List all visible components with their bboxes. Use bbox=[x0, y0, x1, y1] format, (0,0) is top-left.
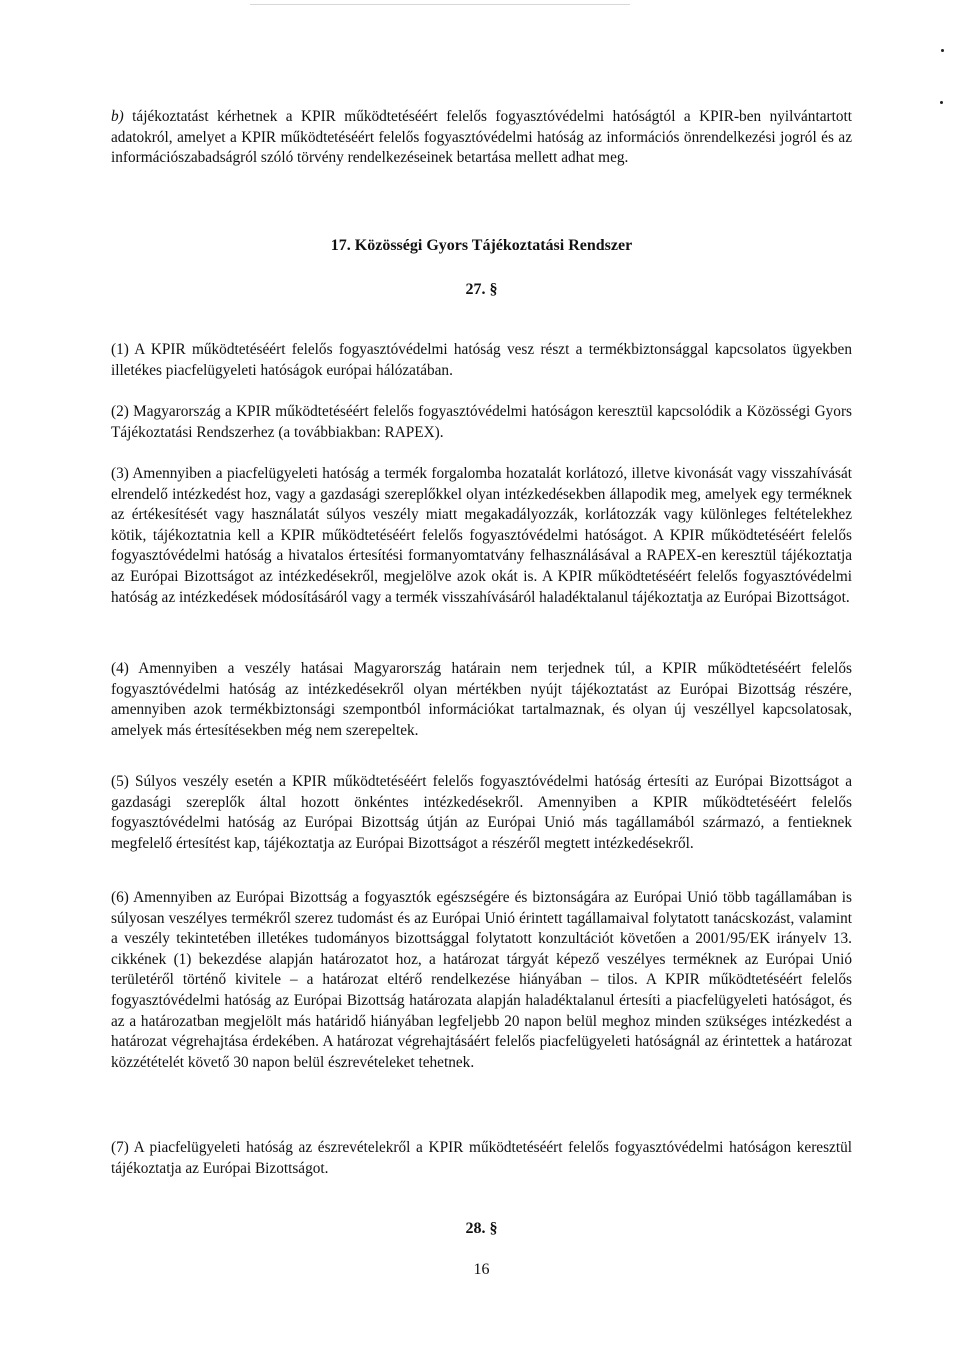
paragraph-1: (1) A KPIR működtetéséért felelős fogyasztóvédelmi hatóság vesz részt a termékbiztonsággal kapcsolatos ügyekben illetékes piacfelügyeleti hatóságok európai hálózatában. bbox=[111, 341, 852, 379]
scan-speck bbox=[941, 49, 944, 52]
paragraph-7: (7) A piacfelügyeleti hatóság az észrevételekről a KPIR működtetéséért felelős fogyasztóvédelmi hatóságon keresztül tájékoztatja az Európai Bizottságot. bbox=[111, 1139, 852, 1177]
paragraph-4: (4) Amennyiben a veszély hatásai Magyarország határain nem terjednek túl, a KPIR működtetéséért felelős fogyasztóvédelmi hatóság az intézkedésekről olyan mértékben nyújt tájékoztatást az Európai Bizottság részére, amennyiben azok termékbiztonsági szempontból információkat tartalmaznak, és olyan új veszéllyel kapcsolatosak, amelyek más értesítésekben még nem szerepeltek. bbox=[111, 660, 852, 739]
scan-speck bbox=[940, 101, 943, 104]
intro-paragraph bbox=[111, 107, 852, 169]
paragraph-6: (6) Amennyiben az Európai Bizottság a fogyasztók egészségére és biztonságára az Európai Unió több tagállamában is súlyosan veszélyes termékről szerez tudomást és az Európai Unió érintett tagállamaival folytatott tanácskozást, valamint a veszély tekintetében illetékes tudományos bizottsággal folytatott konzultációt követően a 2001/95/EK irányelv 13. cikkének (1) bekezdése alapján határozatot hoz, a határozat tárgyát képező veszélyes terméknek az Európai Unió területéről történő kivitele – a határozat eltérő rendelkezése hiányában – tilos. A KPIR működtetéséért felelős fogyasztóvédelmi hatóság az Európai Bizottság határozata alapján haladéktalanul értesíti a piacfelügyeleti hatóságot, és az a határozatban megjelölt más határidő hiányában legfeljebb 20 napon belül meghoz minden szükséges intézkedést a határozat végrehajtása érdekében. A határozat végrehajtásáért felelős piacfelügyeleti hatóságnál az érintettek a határozat közzétételét követő 30 napon belül észrevételeket tehetnek. bbox=[111, 889, 852, 1071]
paragraph-5: (5) Súlyos veszély esetén a KPIR működtetéséért felelős fogyasztóvédelmi hatóság értesíti az Európai Bizottságot a gazdasági szereplők által hozott önkéntes intézkedésekről. Amennyiben a KPIR működtetéséért felelős fogyasztóvédelmi hatóság az Európai Bizottság útján az Európai Unió más tagállamából származó, a fentieknek megfelelő értesítést kap, tájékoztatja az Európai Bizottságot a részéről megtett intézkedésekről. bbox=[111, 773, 852, 852]
next-section-number: 28. § bbox=[465, 1220, 498, 1237]
page-number: 16 bbox=[473, 1261, 490, 1278]
paragraph-2: (2) Magyarország a KPIR működtetéséért felelős fogyasztóvédelmi hatóságon keresztül kapcsolódik a Közösségi Gyors Tájékoztatási Rendszerhez (a továbbiakban: RAPEX). bbox=[111, 403, 852, 441]
intro-label: b) bbox=[111, 108, 124, 125]
section-number: 27. § bbox=[465, 281, 498, 298]
intro-text: tájékoztatást kérhetnek a KPIR működtetéséért felelős fogyasztóvédelmi hatóságtól a KPIR-ben nyilvántartott adatokról, amelyet a KPIR működtetéséért felelős fogyasztóvédelmi hatóság az információs önrendelkezési jogról és az információszabadságról szóló törvény rendelkezéseinek betartása mellett adhat meg. bbox=[111, 108, 852, 167]
paragraph-3: (3) Amennyiben a piacfelügyeleti hatóság a termék forgalomba hozatalát korlátozó, illetve kivonását vagy visszahívását elrendelő intézkedést hoz, vagy a gazdasági szereplőkkel olyan intézkedésekben állapodik meg, amelyek egy terméknek az értékesítését vagy használatát súlyos veszély miatt megakadályozzák, korlátozzák vagy különleges feltételekhez kötik, tájékoztatnia kell a KPIR működtetéséért felelős fogyasztóvédelmi hatóságot. A KPIR működtetéséért felelős fogyasztóvédelmi hatóság a hivatalos értesítési formanyomtatvány felhasználásával a RAPEX-en keresztül tájékoztatja az Európai Bizottságot az intézkedésekről, megjelölve azok okát is. A KPIR működtetéséért felelős fogyasztóvédelmi hatóság az intézkedések módosításáról vagy a termék visszahívásáról haladéktalanul tájékoztatja az Európai Bizottságot. bbox=[111, 465, 852, 606]
chapter-title: 17. Közösségi Gyors Tájékoztatási Rendszer bbox=[330, 237, 633, 254]
scan-top-edge bbox=[250, 4, 630, 5]
